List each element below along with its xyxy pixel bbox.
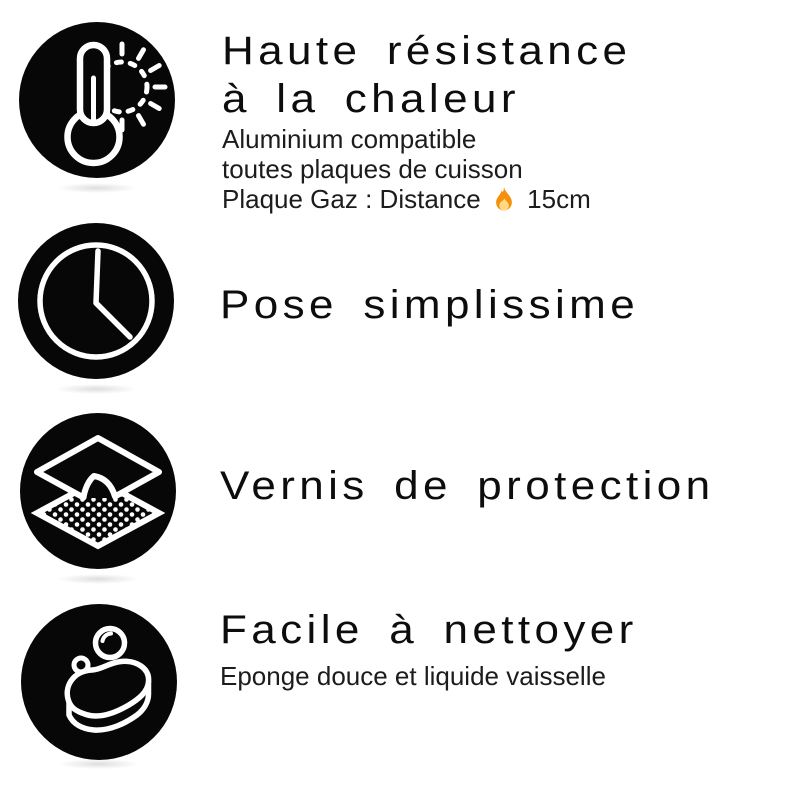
feature-title: Facile à nettoyer bbox=[220, 608, 638, 652]
easy-cleaning-text bbox=[220, 606, 638, 691]
icon-shadow bbox=[42, 572, 154, 586]
title-line: Haute résistance bbox=[222, 29, 632, 73]
subtitle-line: Eponge douce et liquide vaisselle bbox=[220, 661, 606, 691]
clock-icon bbox=[17, 222, 175, 380]
icon-shadow bbox=[41, 181, 153, 195]
varnish-layers-icon bbox=[19, 412, 177, 570]
protective-varnish-text bbox=[220, 462, 715, 510]
heat-resistance-text bbox=[222, 27, 632, 214]
feature-title: Vernis de protection bbox=[220, 464, 715, 508]
feature-subtitle bbox=[220, 661, 606, 691]
gas-line-suffix: 15cm bbox=[527, 184, 591, 214]
icon-shadow bbox=[43, 757, 155, 771]
thermometer-sun-icon bbox=[18, 21, 176, 179]
feature-title: Pose simplissime bbox=[220, 283, 640, 327]
fire-icon bbox=[491, 186, 517, 212]
subtitle-line: toutes plaques de cuisson bbox=[222, 154, 523, 184]
subtitle-line: Aluminium compatible bbox=[222, 124, 477, 154]
sponge-bubbles-icon bbox=[20, 603, 178, 761]
gas-distance-line bbox=[222, 184, 594, 214]
title-line: à la chaleur bbox=[222, 77, 520, 121]
feature-title bbox=[222, 27, 632, 123]
feature-subtitle bbox=[222, 124, 594, 214]
easy-installation-text bbox=[220, 281, 640, 329]
gas-line-prefix: Plaque Gaz : Distance bbox=[222, 184, 481, 214]
icon-shadow bbox=[40, 382, 152, 396]
